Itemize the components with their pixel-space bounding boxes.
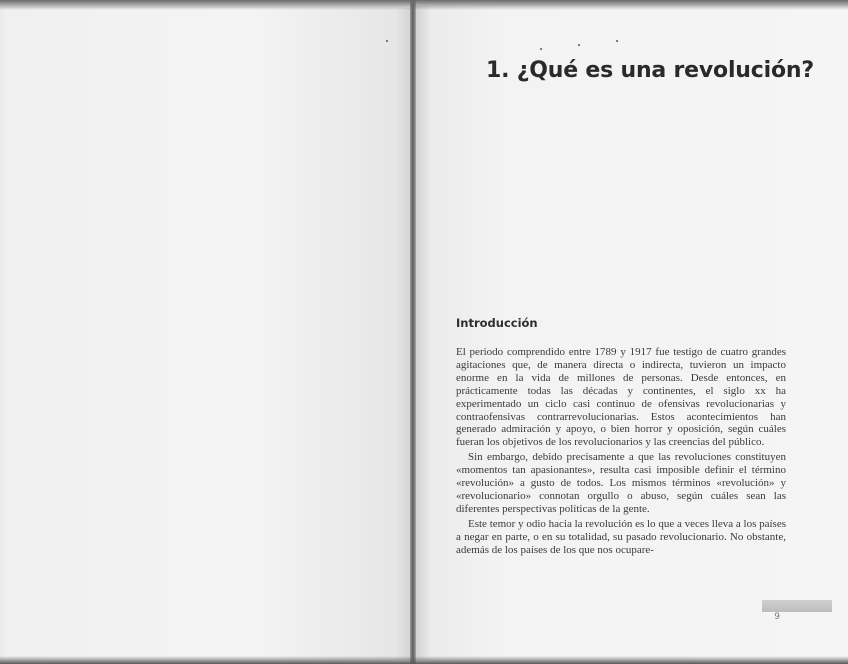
scan-speck: [616, 40, 618, 42]
scan-speck: [386, 40, 388, 42]
left-page-blank: [4, 8, 412, 660]
scan-speck: [578, 44, 580, 46]
page-number: 9: [774, 612, 780, 622]
book-gutter: [410, 0, 416, 664]
scan-bottom-edge: [0, 656, 848, 664]
paragraph: Sin embargo, debido precisamente a que las revoluciones constituyen «momentos tan apasionantes», resulta casi imposible definir el término «revolución» a gusto de todos. Los mismos términos «revolución» y «revolucionario» connotan orgullo o abuso, según cuáles sean las diferentes perspectivas políticas de la gente.: [456, 451, 786, 515]
section-heading: Introducción: [456, 316, 538, 330]
scan-speck: [540, 48, 542, 50]
body-text: [456, 346, 786, 592]
paragraph: Este temor y odio hacia la revolución es lo que a veces lleva a los países a negar en parte, o en su totalidad, su pasado revolucionario. No obstante, además de los países de los que nos ocupare-: [456, 517, 786, 556]
chapter-title: 1. ¿Qué es una revolución?: [486, 58, 814, 83]
scan-top-edge: [0, 0, 848, 10]
paragraph: El periodo comprendido entre 1789 y 1917 fue testigo de cuatro grandes agitaciones que, de manera directa o indirecta, tuvieron un impacto enorme en la vida de millones de personas. Desde entonces, en prácticamente todas las décadas y continentes, el siglo xx ha experimentado un ciclo casi continuo de ofensivas revolucionarias y contraofensivas contrarrevolucionarias. Estos acontecimientos han generado admiración y apoyo, o bien horror y oposición, según cuáles fueran los objetivos de los revolucionarios y las creencias del público.: [456, 346, 786, 449]
page-number-tab: [762, 600, 832, 622]
